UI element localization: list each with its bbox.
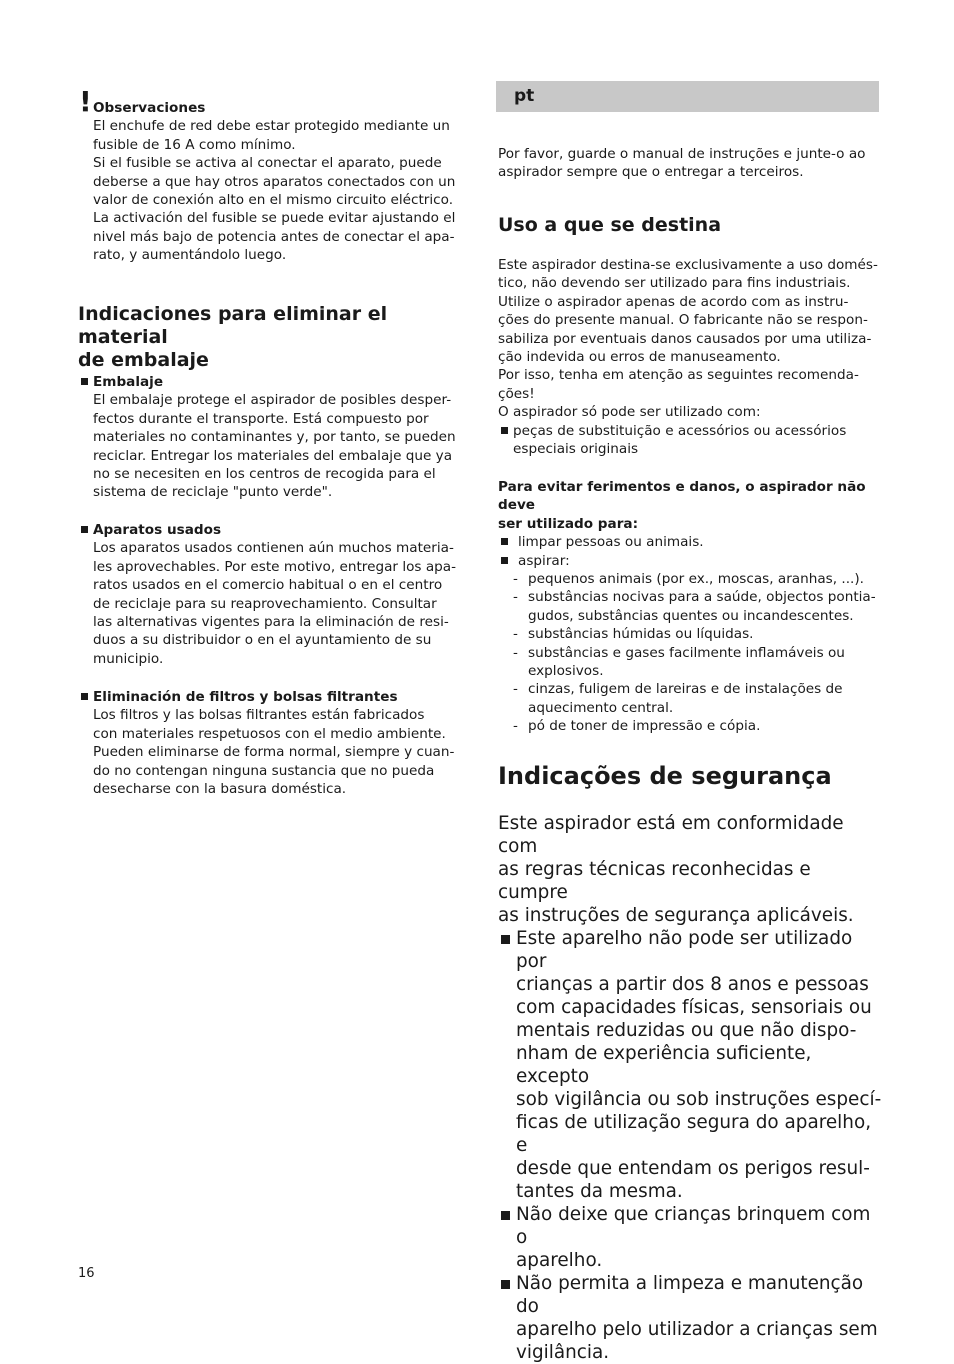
use-line: ções do presente manual. O fabricante não se respon- — [498, 312, 868, 329]
dash-item-cont: gudos, substâncias quentes ou incandescentes. — [528, 607, 854, 624]
dash-item-cont: aquecimento central. — [528, 699, 674, 716]
note-line: Si el fusible se activa al conectar el aparato, puede — [93, 155, 442, 172]
item-line: duos a su distribuidor o en el ayuntamiento de su — [93, 632, 432, 649]
item-line: Pueden eliminarse de forma normal, siempre y cuan- — [93, 744, 455, 761]
item-line: sistema de reciclaje "punto verde". — [93, 484, 333, 501]
dash-item: - pequenos animais (por ex., moscas, aranhas, ...). — [498, 570, 883, 588]
note-line: El enchufe de red debe estar protegido mediante un — [93, 118, 450, 135]
dash-item: - cinzas, fuligem de lareiras e de instalações de — [498, 680, 883, 698]
intro-line: Por favor, guarde o manual de instruções e junte-o ao — [498, 146, 866, 162]
item-aparatos-usados — [78, 521, 463, 668]
dash-item-cont: explosivos. — [528, 663, 604, 680]
intro-block — [498, 145, 883, 182]
heading-line: Indicaciones para eliminar el material — [78, 303, 388, 348]
note-line: valor de conexión alto en el mismo circuito eléctrico. — [93, 192, 454, 209]
item-line: desecharse con la basura doméstica. — [93, 781, 347, 798]
item-line: municipio. — [93, 650, 164, 667]
note-line: La activación del fusible se puede evitar ajustando el — [93, 210, 456, 227]
item-line: de reciclaje para su reaprovechamiento. Consultar — [93, 595, 437, 612]
safety-block — [498, 812, 883, 1364]
note-line: rato, y aumentándolo luego. — [93, 247, 287, 264]
warning-bullet: limpar pessoas ou animais. — [498, 533, 883, 551]
use-line: Utilize o aspirador apenas de acordo com as instru- — [498, 293, 849, 310]
item-line: El embalaje protege el aspirador de posibles desper- — [93, 392, 452, 409]
warning-block — [498, 478, 883, 736]
item-line: Los filtros y las bolsas filtrantes están fabricados — [93, 707, 425, 724]
dash-item: - substâncias e gases facilmente inflamáveis ou — [498, 644, 883, 662]
item-line: materiales no contaminantes y, por tanto, se pueden — [93, 429, 456, 446]
use-bullet: peças de substituição e acessórios ou acessórios — [498, 422, 883, 440]
safety-bullet-cont: ficas de utilização segura do aparelho, e — [516, 1112, 872, 1156]
item-title: Eliminación de filtros y bolsas filtrantes — [78, 688, 463, 706]
item-line: do no contengan ninguna sustancia que no pueda — [93, 762, 435, 779]
safety-bullet-cont: aparelho pelo utilizador a crianças sem — [516, 1319, 878, 1340]
use-bullet-cont: especiais originais — [513, 441, 639, 458]
safety-bullet: Não permita a limpeza e manutenção do — [498, 1272, 883, 1318]
item-line: les aprovechables. Por este motivo, entregar los apa- — [93, 558, 457, 575]
heading-line: de embalaje — [78, 349, 209, 371]
use-line: tico, não devendo ser utilizado para fins industriais. — [498, 275, 851, 292]
safety-bullet-cont: vigilância. — [516, 1342, 610, 1363]
warning-line: ser utilizado para: — [498, 515, 639, 532]
item-embalaje — [78, 373, 463, 502]
dash-item: - substâncias nocivas para a saúde, objectos pontia- — [498, 588, 883, 606]
safety-intro-line: as instruções de segurança aplicáveis. — [498, 905, 854, 926]
safety-bullet-cont: aparelho. — [516, 1250, 603, 1271]
dash-item: - substâncias húmidas ou líquidas. — [498, 625, 883, 643]
item-line: con materiales respetuosos con el medio ambiente. — [93, 725, 446, 742]
safety-bullet-cont: sob vigilância ou sob instruções especí- — [516, 1089, 882, 1110]
use-block — [498, 256, 883, 458]
safety-bullet-cont: crianças a partir dos 8 anos e pessoas — [516, 974, 869, 995]
language-code: pt — [514, 86, 535, 106]
item-line: fectos durante el transporte. Está compuesto por — [93, 410, 429, 427]
language-bar — [496, 81, 879, 112]
page-number: 16 — [78, 1266, 95, 1281]
use-line: ções! — [498, 385, 535, 402]
item-line: las alternativas vigentes para la eliminación de resi- — [93, 614, 449, 631]
use-line: ção indevida ou erros de manuseamento. — [498, 349, 781, 366]
dash-item: - pó de toner de impressão e cópia. — [498, 717, 883, 735]
item-line: reciclar. Entregar los materiales del embalaje que ya — [93, 447, 453, 464]
use-line: Por isso, tenha em atenção as seguintes recomenda- — [498, 367, 859, 384]
safety-bullet-cont: mentais reduzidas ou que não dispo- — [516, 1020, 857, 1041]
safety-bullet-cont: com capacidades físicas, sensoriais ou — [516, 997, 872, 1018]
item-line: ratos usados en el comercio habitual o en el centro — [93, 577, 443, 594]
note-block — [93, 99, 463, 265]
safety-bullet-cont: nham de experiência suficiente, excepto — [516, 1043, 812, 1087]
safety-intro-line: Este aspirador está em conformidade com — [498, 813, 844, 857]
use-line: sabiliza por eventuais danos causados por uma utiliza- — [498, 330, 872, 347]
safety-bullet: Este aparelho não pode ser utilizado por — [498, 927, 883, 973]
intro-line: aspirador sempre que o entregar a terceiros. — [498, 164, 804, 181]
warning-bullet: aspirar: — [498, 552, 883, 570]
item-line: Los aparatos usados contienen aún muchos materia- — [93, 540, 454, 557]
item-title: Embalaje — [78, 373, 463, 391]
section-heading — [78, 303, 463, 372]
item-eliminacion-filtros — [78, 688, 463, 798]
safety-intro-line: as regras técnicas reconhecidas e cumpre — [498, 859, 811, 903]
safety-heading: Indicações de segurança — [498, 762, 832, 790]
safety-bullet-cont: desde que entendam os perigos resul- — [516, 1158, 870, 1179]
warning-line: Para evitar ferimentos e danos, o aspirador não deve — [498, 479, 866, 514]
note-line: fusible de 16 A como mínimo. — [93, 136, 296, 153]
use-heading: Uso a que se destina — [498, 214, 722, 236]
warning-exclamation-icon: ! — [79, 85, 92, 118]
note-title: Observaciones — [93, 100, 206, 116]
note-line: nivel más bajo de potencia antes de conectar el apa- — [93, 228, 455, 245]
use-line: Este aspirador destina-se exclusivamente a uso domés- — [498, 257, 878, 273]
note-line: deberse a que hay otros aparatos conectados con un — [93, 173, 456, 190]
safety-bullet: Não deixe que crianças brinquem com o — [498, 1203, 883, 1249]
item-line: no se necesiten en los centros de recogida para el — [93, 466, 436, 483]
safety-bullet-cont: tantes da mesma. — [516, 1181, 683, 1202]
use-line: O aspirador só pode ser utilizado com: — [498, 404, 761, 421]
item-title: Aparatos usados — [78, 521, 463, 539]
